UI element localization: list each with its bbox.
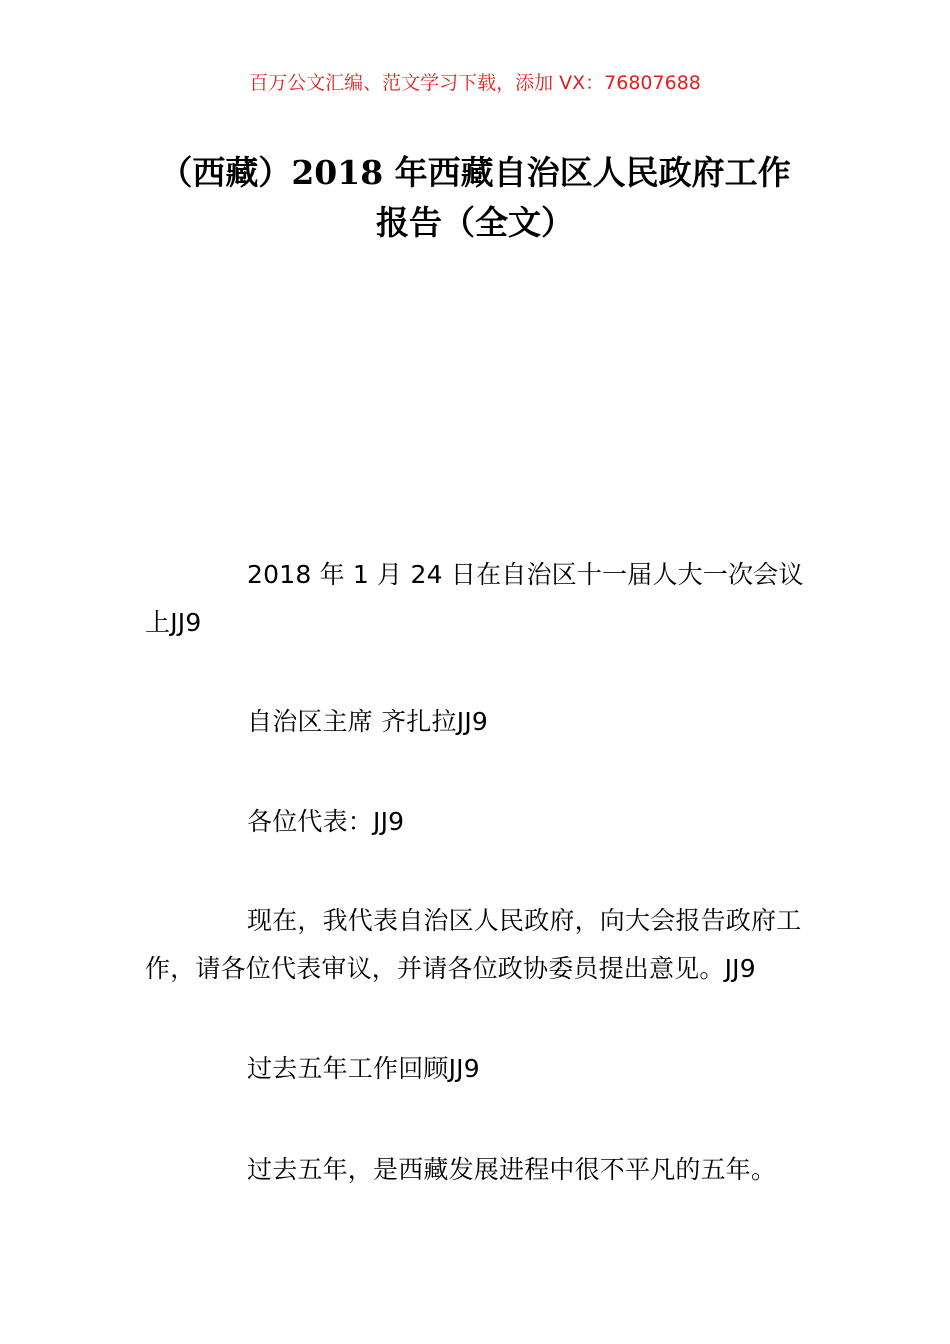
paragraph-meeting-date: 2018 年 1 月 24 日在自治区十一届人大一次会议上JJ9	[145, 560, 804, 637]
title-line-2: 报告（全文）	[376, 203, 574, 242]
paragraph-salutation: 各位代表：JJ9	[247, 807, 405, 836]
title-line-1: （西藏）2018 年西藏自治区人民政府工作	[159, 153, 791, 192]
paragraph-review-start: 过去五年，是西藏发展进程中很不平凡的五年。	[247, 1155, 777, 1184]
section-heading-review: 过去五年工作回顾JJ9	[247, 1054, 480, 1083]
paragraph-speaker: 自治区主席 齐扎拉JJ9	[247, 707, 488, 736]
header-banner: 百万公文汇编、范文学习下载，添加 VX：76807688	[249, 72, 701, 94]
paragraph-introduction: 现在，我代表自治区人民政府，向大会报告政府工作，请各位代表审议，并请各位政协委员提出意见。JJ9	[145, 906, 802, 983]
document-title	[120, 148, 830, 248]
